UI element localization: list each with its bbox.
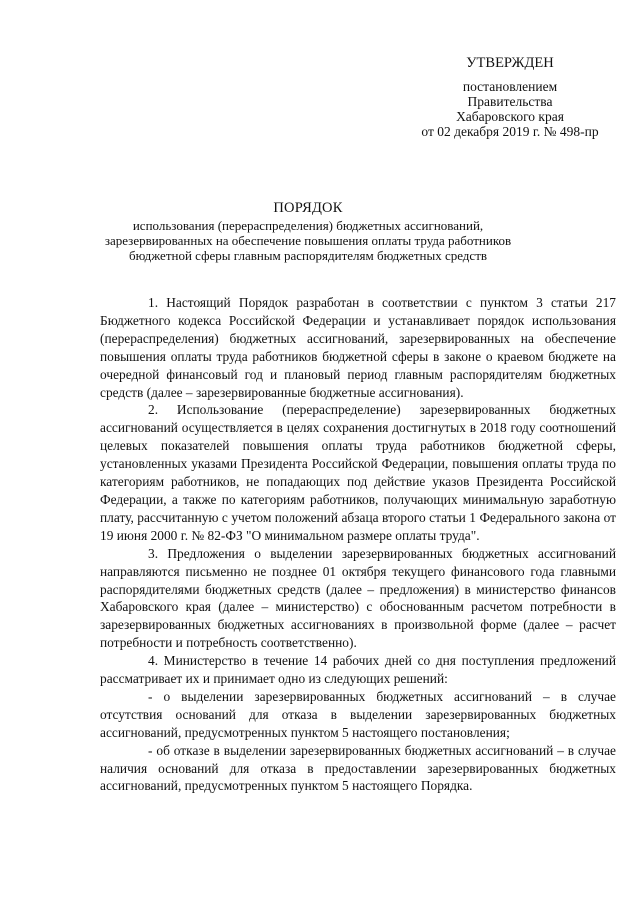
document-body [100,294,616,795]
approval-title: УТВЕРЖДЕН [466,55,554,71]
paragraph-4-item-2: - об отказе в выделении зарезервированных бюджетных ассигнований – в случае наличия оснований для отказа в предоставлении зарезервированных бюджетных ассигнований, предусмотренных пунктом 5 настоящего Порядка. [100,742,616,794]
subtitle-line: зарезервированных на обеспечение повышения оплаты труда работников [104,233,512,248]
paragraph-4: 4. Министерство в течение 14 рабочих дней со дня поступления предложений рассматривает их и принимает одно из следующих решений: [100,653,616,687]
document-subtitle [100,218,516,263]
approval-line-resolution: постановлением [462,79,558,94]
paragraph-2: 2. Использование (перераспределение) зарезервированных бюджетных ассигнований осуществляется в целях сохранения достигнутых в 2018 году соотношений целевых показателей повышения оплаты труда работников бюджетной сферы, установленных указами Президента Российской Федерации, повышения оплаты труда по категориям работников, не попадающих под действие указов Президента Российской Федерации, а также по категориям работников, получающих минимальную заработную плату, рассчитанную с учетом положений абзаца второго статьи 1 Федерального закона от 19 июня 2000 г. № 82-ФЗ "О минимальном размере оплаты труда". [100,402,616,543]
paragraph-1: 1. Настоящий Порядок разработан в соответствии с пунктом 3 статьи 217 Бюджетного кодекса Российской Федерации и устанавливает порядок использования (перераспределения) бюджетных ассигнований, зарезервированных на обеспечение повышения оплаты труда работников бюджетной сферы в законе о краевом бюджете на очередной финансовый год и плановый период главным распорядителям бюджетных средств (далее – зарезервированные бюджетные ассигнования). [100,295,616,400]
subtitle-line: бюджетной сферы главным распорядителям бюджетных средств [128,248,488,263]
paragraph-3: 3. Предложения о выделении зарезервированных бюджетных ассигнований направляются письменно не позднее 01 октября текущего финансового года главными распорядителями бюджетных средств (далее – предложения) в министерство финансов Хабаровского края (далее – министерство) с обоснованным расчетом потребности в зарезервированных бюджетных ассигнованиях в произвольной форме (далее – расчет потребности и потребность соответственно). [100,545,616,651]
approval-line-government: Правительства [467,94,553,109]
approval-line-date: от 02 декабря 2019 г. № 498-пр [421,124,599,139]
paragraph-4-item-1: - о выделении зарезервированных бюджетных ассигнований – в случае отсутствия оснований для отказа в выделении зарезервированных бюджетных ассигнований, предусмотренных пунктом 5 настоящего постановления; [100,688,616,740]
approval-stamp [400,56,620,139]
approval-line-region: Хабаровского края [456,109,564,124]
document-title: ПОРЯДОК [273,200,343,216]
subtitle-line: использования (перераспределения) бюджетных ассигнований, [132,218,484,233]
